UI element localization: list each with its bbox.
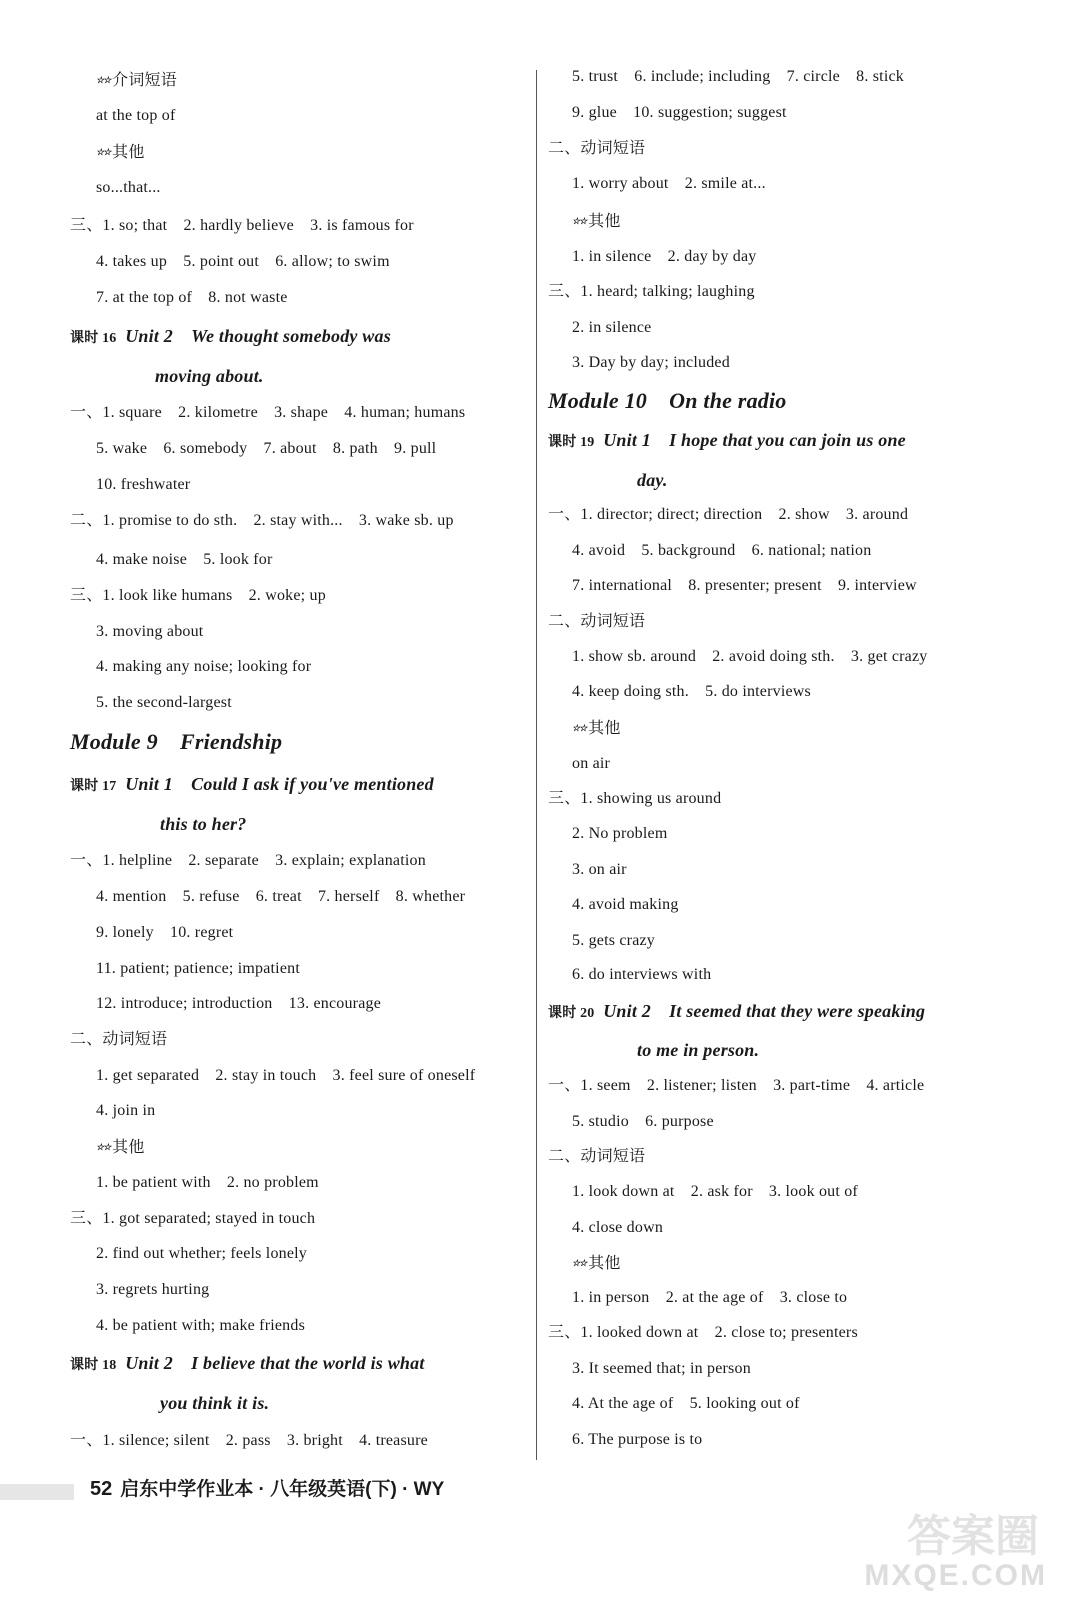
answer-line: 5. wake 6. somebody 7. about 8. path 9. pull xyxy=(96,440,437,457)
watermark-logo: 答案圈 xyxy=(907,1511,1039,1562)
answer-line: 2. in silence xyxy=(572,319,652,336)
lesson-heading: 课时 18 Unit 2 I believe that the world is what xyxy=(70,1353,425,1373)
lesson-heading: moving about. xyxy=(155,366,264,386)
answer-line: 4. making any noise; looking for xyxy=(96,658,312,675)
answer-line: 一、1. helpline 2. separate 3. explain; explanation xyxy=(70,852,426,869)
lesson-heading: 课时 17 Unit 1 Could I ask if you've mentioned xyxy=(70,774,434,794)
star-icon: ☆☆ xyxy=(572,216,587,226)
star-icon: ☆☆ xyxy=(96,147,111,157)
answer-line: 11. patient; patience; impatient xyxy=(96,960,300,977)
answer-line: 三、1. looked down at 2. close to; presenters xyxy=(548,1324,858,1341)
star-icon: ☆☆ xyxy=(572,723,587,733)
answer-line: 一、1. square 2. kilometre 3. shape 4. human; humans xyxy=(70,404,466,421)
answer-line: 1. be patient with 2. no problem xyxy=(96,1174,319,1191)
lesson-heading: day. xyxy=(637,470,668,490)
answer-line: 二、动词短语 xyxy=(548,1148,646,1165)
answer-line: 二、动词短语 xyxy=(70,1031,168,1048)
answer-line: 5. the second-largest xyxy=(96,694,232,711)
subheading: ☆☆ 其他 xyxy=(96,1139,145,1156)
star-icon: ☆☆ xyxy=(96,1142,111,1152)
answer-line: 5. trust 6. include; including 7. circle 8. stick xyxy=(572,68,904,85)
answer-line: 3. regrets hurting xyxy=(96,1281,210,1298)
answer-line: 二、1. promise to do sth. 2. stay with... 3. wake sb. up xyxy=(70,512,454,529)
answer-line: 4. avoid 5. background 6. national; nation xyxy=(572,542,872,559)
answer-line: 4. mention 5. refuse 6. treat 7. herself 8. whether xyxy=(96,888,466,905)
answer-line: 1. look down at 2. ask for 3. look out of xyxy=(572,1183,858,1200)
answer-line: 9. lonely 10. regret xyxy=(96,924,234,941)
answer-line: 7. international 8. presenter; present 9. interview xyxy=(572,577,917,594)
subheading: ☆☆ 其他 xyxy=(96,144,145,161)
answer-line: 9. glue 10. suggestion; suggest xyxy=(572,104,787,121)
lesson-heading: this to her? xyxy=(160,814,247,834)
answer-line: 三、1. heard; talking; laughing xyxy=(548,283,755,300)
answer-line: 2. find out whether; feels lonely xyxy=(96,1245,307,1262)
watermark xyxy=(855,1500,1055,1595)
answer-line: 3. It seemed that; in person xyxy=(572,1360,751,1377)
module-heading: Module 9 Friendship xyxy=(70,729,283,754)
answer-line: 6. The purpose is to xyxy=(572,1431,703,1448)
answer-line: 1. in person 2. at the age of 3. close to xyxy=(572,1289,848,1306)
answer-line: 三、1. so; that 2. hardly believe 3. is famous for xyxy=(70,217,414,234)
answer-line: 4. join in xyxy=(96,1102,156,1119)
answer-line: 12. introduce; introduction 13. encourage xyxy=(96,995,382,1012)
answer-line: 3. on air xyxy=(572,861,627,878)
answer-line: 二、动词短语 xyxy=(548,140,646,157)
answer-line: 5. gets crazy xyxy=(572,932,656,949)
answer-line: 3. Day by day; included xyxy=(572,354,730,371)
answer-line: 1. worry about 2. smile at... xyxy=(572,175,766,192)
answer-line: 10. freshwater xyxy=(96,476,191,493)
lesson-heading: 课时 20 Unit 2 It seemed that they were speaking xyxy=(548,1001,926,1021)
answer-line: 1. get separated 2. stay in touch 3. feel sure of oneself xyxy=(96,1067,476,1084)
lesson-heading: 课时 16 Unit 2 We thought somebody was xyxy=(70,326,391,346)
column-divider xyxy=(536,70,537,1460)
book-title: 启东中学作业本 · 八年级英语(下) · WY xyxy=(120,1479,445,1500)
lesson-heading: 课时 19 Unit 1 I hope that you can join us one xyxy=(548,430,906,450)
star-icon: ☆☆ xyxy=(96,75,111,85)
lesson-heading: you think it is. xyxy=(160,1393,270,1413)
subheading: ☆☆ 其他 xyxy=(572,1255,621,1272)
answer-line: 1. show sb. around 2. avoid doing sth. 3. get crazy xyxy=(572,648,928,665)
answer-line: 7. at the top of 8. not waste xyxy=(96,289,288,306)
lesson-heading: to me in person. xyxy=(637,1040,760,1060)
answer-line: on air xyxy=(572,755,611,772)
subheading: ☆☆ 介词短语 xyxy=(96,72,177,89)
answer-line: 4. At the age of 5. looking out of xyxy=(572,1395,800,1412)
answer-line: 5. studio 6. purpose xyxy=(572,1113,714,1130)
answer-line: 一、1. seem 2. listener; listen 3. part-time 4. article xyxy=(548,1077,925,1094)
answer-line: 3. moving about xyxy=(96,623,204,640)
footer-text xyxy=(90,1476,444,1503)
answer-line: 4. keep doing sth. 5. do interviews xyxy=(572,683,811,700)
answer-line: 2. No problem xyxy=(572,825,668,842)
watermark-url: MXQE.COM xyxy=(864,1559,1047,1592)
answer-line: so...that... xyxy=(96,179,161,196)
answer-line: 二、动词短语 xyxy=(548,613,646,630)
subheading: ☆☆ 其他 xyxy=(572,720,621,737)
answer-line: 4. avoid making xyxy=(572,896,679,913)
answer-line: 4. takes up 5. point out 6. allow; to swim xyxy=(96,253,390,270)
answer-line: 一、1. director; direct; direction 2. show 3. around xyxy=(548,506,909,523)
answer-line: at the top of xyxy=(96,107,176,124)
answer-line: 三、1. look like humans 2. woke; up xyxy=(70,587,326,604)
answer-line: 一、1. silence; silent 2. pass 3. bright 4. treasure xyxy=(70,1432,428,1449)
answer-line: 4. be patient with; make friends xyxy=(96,1317,306,1334)
star-icon: ☆☆ xyxy=(572,1258,587,1268)
answer-line: 1. in silence 2. day by day xyxy=(572,248,757,265)
subheading: ☆☆ 其他 xyxy=(572,213,621,230)
footer-bar xyxy=(0,1484,74,1500)
module-heading: Module 10 On the radio xyxy=(548,388,787,413)
answer-line: 6. do interviews with xyxy=(572,966,712,983)
answer-line: 4. close down xyxy=(572,1219,664,1236)
answer-line: 4. make noise 5. look for xyxy=(96,551,273,568)
page-number: 52 xyxy=(90,1478,113,1500)
answer-line: 三、1. got separated; stayed in touch xyxy=(70,1210,316,1227)
answer-line: 三、1. showing us around xyxy=(548,790,722,807)
